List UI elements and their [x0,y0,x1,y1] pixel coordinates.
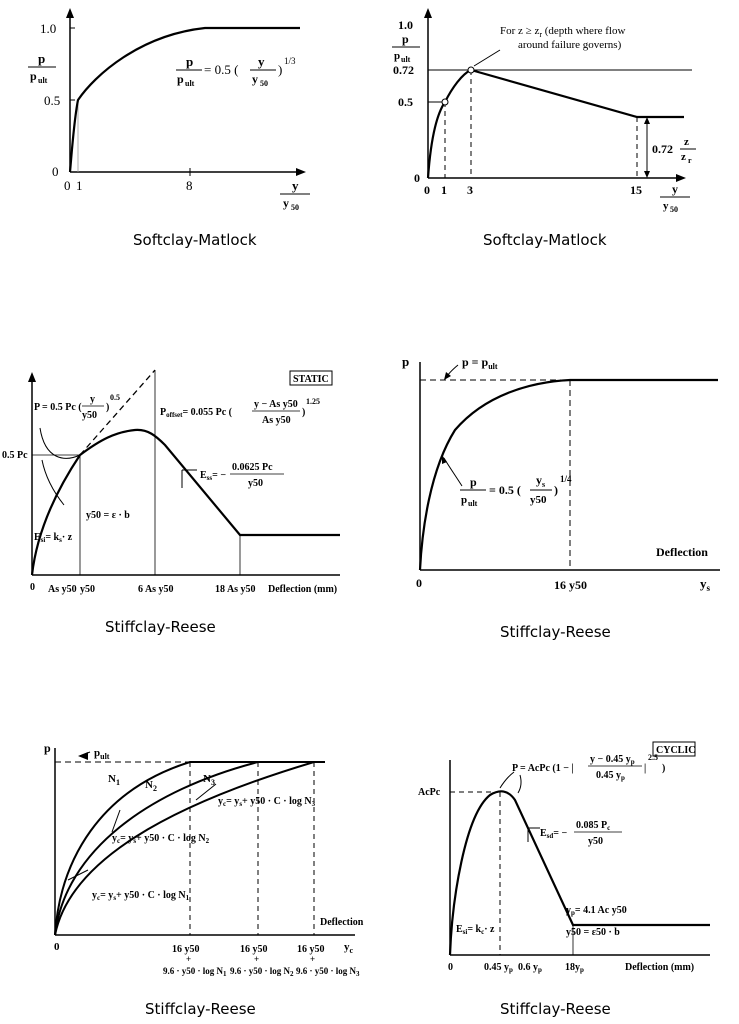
equation-y50: y50 = ε50 · b [566,927,620,938]
y-axis-arrow [28,372,36,382]
annotation-leader [40,428,80,458]
point-marker [468,67,474,73]
x-tick-label: 0.45 $y_p$ [484,962,513,974]
p-y-curve [70,28,300,172]
note-line-1: For $z \ge z_r$ (depth where flow [500,25,626,39]
x-tick-top: 16 y50 [240,944,268,955]
equation-esi: $E_{si}= k_s\cdot z$ [34,532,73,544]
y-axis-label-numerator: p [38,51,46,66]
dimension-coefficient: 0.72 [652,142,673,156]
equation-p-denominator: y50 [82,410,97,421]
y-axis-arrow [424,8,432,18]
figure-caption: Stiffclay-Reese [145,1000,256,1018]
figure-caption: Softclay-Matlock [133,231,257,249]
x-tick-plus: + [310,954,316,964]
y-axis-label-subscript: ult [401,55,411,64]
equation-offset: $P_{offset}= 0.055$ Pc ( [160,407,233,419]
x-axis-label: $y_s$ [700,576,711,593]
x-tick-label: As y50 [48,584,77,595]
equation-p-end: ) [662,763,666,774]
equation-esd: $E_{sd}=$ − [540,828,568,840]
figure-caption: Softclay-Matlock [483,231,607,249]
point-marker [442,99,448,105]
equation-fraction-denominator: y50 [530,494,547,506]
p-y-curve [32,430,340,575]
equation-y50: y50 = ε · b [86,510,130,521]
equation-offset-close: ) [302,407,306,418]
y-tick-label: 1.0 [40,21,57,36]
equation-ess: $E_{ss}=$ − [200,470,227,482]
origin-label: 0 [54,941,60,953]
figure-caption: Stiffclay-Reese [105,618,216,636]
y-tick-label: 1.0 [398,18,413,32]
x-tick-label: y50 [80,584,95,595]
panel-softclay-matlock-2 [392,8,696,249]
x-axis-label-numerator: y [672,182,678,196]
x-tick-top: 16 y50 [297,944,325,955]
equation-n3: $y_c= y_s+ y50 \cdot C \cdot \log N_3$ [218,796,316,808]
equation-p-exponent: 0.5 [110,393,120,402]
x-tick-label: $18y_p$ [565,962,584,974]
x-tick-label: 1 [441,183,447,197]
x-tick-label: 8 [186,178,193,193]
equation-offset-denominator: As y50 [262,415,291,426]
x-tick-bottom: $9.6 \cdot y50 \cdot \log N_1$ [163,966,227,978]
x-axis-label-denominator: y [283,196,289,210]
equation-fraction-numerator: y [258,54,265,69]
origin-label: 0 [448,962,453,973]
equation-coefficient: = 0.5 ( [204,62,239,77]
y-axis-arrow [66,8,74,18]
equation-ess-numerator: 0.0625 Pc [232,462,273,473]
x-axis-arrow [676,174,686,182]
equation-p-numerator: y [90,394,95,405]
equation-lhs-subscript: ult [185,79,195,88]
ultimate-note: $p = p_{ult}$ [462,355,498,371]
equation-lhs-denominator: p [177,72,184,86]
origin-label: 0 [30,582,35,593]
equation-esi: $E_{si}= k_c\cdot z$ [456,924,495,936]
equation-yp: $y_p= 4.1$ Ac y50 [566,905,627,917]
y-axis-label-subscript: ult [38,76,48,85]
x-axis-label: Deflection (mm) [268,584,338,595]
x-axis-label-subscript: 50 [291,203,299,212]
x-tick-label: 18 As y50 [215,584,256,595]
equation-n2: $y_c= y_s+ y50 \cdot C \cdot \log N_2$ [112,833,210,845]
note-line-2: around failure governs) [518,39,622,51]
annotation-leader [42,460,64,505]
panel-stiffclay-reese-cyclic [418,742,710,1018]
x-tick-label: 1 [76,178,83,193]
x-tick-label: 15 [630,183,642,197]
y-tick-label: 0.5 [398,95,413,109]
y-tick-label: 0 [414,171,420,185]
leader-line [474,50,500,66]
x-axis-label-numerator: y [292,178,299,193]
equation-p-close: ) [106,402,110,413]
x-axis-label: $y_c$ [344,941,354,955]
x-tick-label: 3 [467,183,473,197]
y-tick-label: 0.5 Pc [2,450,28,461]
curve-label-n2: $N_2$ [145,779,157,793]
y-tick-label: 0 [52,164,59,179]
y-axis-label-denominator: p [30,69,37,83]
equation-offset-exponent: 1.25 [306,397,320,406]
curve-label-n1: $N_1$ [108,773,120,787]
equation-denominator-subscript: ult [468,499,478,508]
x-tick-label: 0.6 $y_p$ [518,962,542,974]
panel-softclay-matlock-1 [28,8,310,249]
panel-stiffclay-reese-pys [402,354,720,641]
equation-denominator: p [461,494,468,506]
y-tick-label: AcPc [418,787,441,798]
x-tick-label: 0 [64,178,71,193]
equation-p-denominator: 0.45 $y_p$ [596,770,625,782]
x-axis-arrow [296,168,306,176]
equation-exponent: 1/4 [560,474,572,484]
x-tick-bottom: $9.6 \cdot y50 \cdot \log N_3$ [296,966,360,978]
x-axis-label-denominator: y [663,200,669,212]
equation-esd-numerator: 0.085 $P_c$ [576,820,611,832]
equation-p-close: | [644,763,647,774]
equation-close: ) [278,62,283,77]
x-tick-label: 0 [424,183,430,197]
y-axis-label: p [402,354,410,369]
equation-exponent: 1/3 [284,56,296,66]
equation-p-exponent: 2.5 [648,753,658,762]
y-axis-label: p [44,741,51,755]
curve-label-n3: $N_3$ [203,773,215,787]
x-tick-top: 16 y50 [172,944,200,955]
x-tick-bottom: $9.6 \cdot y50 \cdot \log N_2$ [230,966,294,978]
y-axis-label-denominator: p [394,50,401,62]
equation-numerator: p [470,475,477,489]
cyclic-tag: CYCLIC [656,745,696,756]
y-tick-label: 0.72 [393,63,414,77]
dimension-denominator: z [681,151,686,163]
figure-caption: Stiffclay-Reese [500,623,611,641]
equation-ess-denominator: y50 [248,478,263,489]
origin-label: 0 [416,576,422,590]
figure-caption: Stiffclay-Reese [500,1000,611,1018]
panel-stiffclay-reese-cyclic-n [44,741,364,1018]
dimension-numerator: z [684,136,689,148]
x-axis-label: Deflection (mm) [625,962,695,973]
y-tick-label: 0.5 [44,93,61,108]
y-axis-label-numerator: p [402,32,409,46]
dimension-subscript: r [688,156,692,165]
x-axis-label-subscript: 50 [670,205,678,214]
equation-fraction-subscript: 50 [260,79,268,88]
equation-lhs-numerator: p [186,54,194,69]
x-tick-label: 6 As y50 [138,584,174,595]
equation-p: P = 0.5 Pc ( [34,402,82,413]
equation-p: P = AcPc (1 − | [512,763,574,774]
x-tick-plus: + [254,954,260,964]
pult-label: $p_{ult}$ [94,747,110,761]
equation-esd-denominator: y50 [588,836,603,847]
x-tick-label: 16 y50 [554,578,587,592]
equation-mid: = 0.5 ( [489,483,521,497]
equation-close: ) [554,483,558,497]
panel-stiffclay-reese-static [2,370,340,636]
deflection-label: Deflection [656,545,708,559]
static-tag: STATIC [293,374,329,385]
equation-fraction-numerator: $y_s$ [536,473,546,489]
equation-offset-numerator: y − As y50 [254,399,298,410]
equation-fraction-denominator: y [252,72,258,86]
equation-p-numerator: y − 0.45 $y_p$ [590,754,635,766]
equation-n1: $y_c= y_s+ y50 \cdot C \cdot \log N_1$ [92,890,190,902]
x-tick-plus: + [186,954,192,964]
deflection-label: Deflection [320,917,364,928]
